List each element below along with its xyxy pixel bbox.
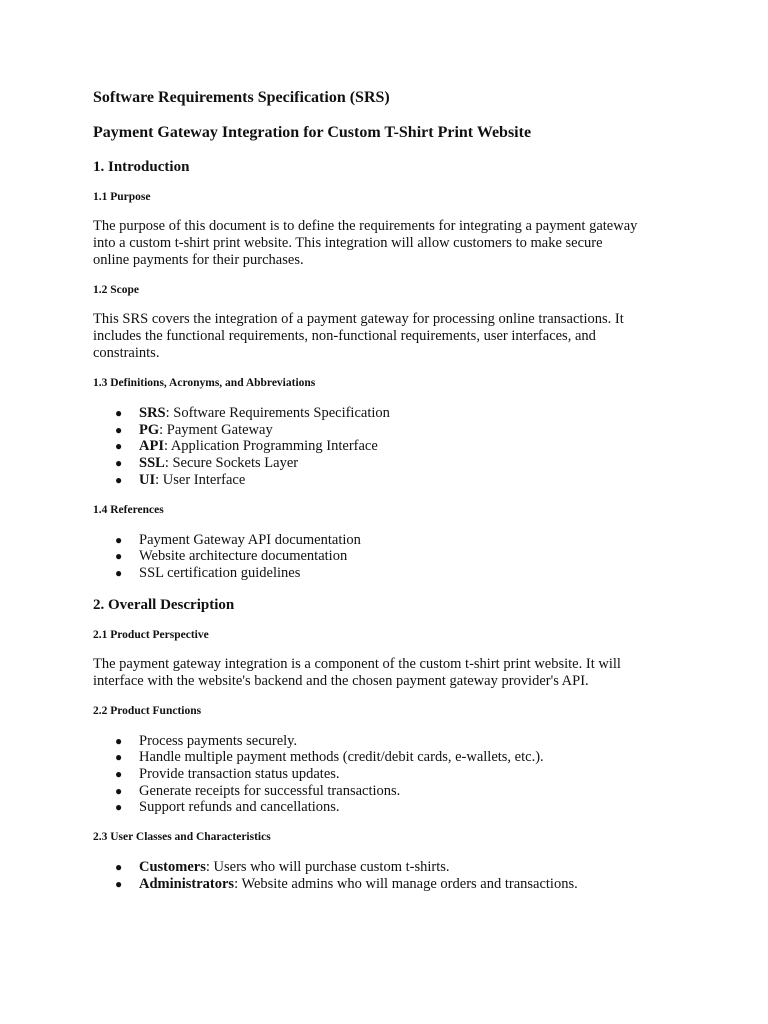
product-perspective-paragraph	[93, 656, 693, 690]
bullet-icon: ●	[115, 767, 123, 782]
paragraph-line: online payments for their purchases.	[93, 252, 304, 268]
list-item: ● Customers: Users who will purchase custom t-shirts.	[115, 859, 450, 876]
bullet-icon: ●	[115, 860, 123, 875]
subsection-heading-references: 1.4 References	[93, 503, 164, 516]
list-item: ● SSL certification guidelines	[115, 564, 301, 581]
list-item: ● SRS: Software Requirements Specification	[115, 405, 390, 421]
section-heading-introduction: 1. Introduction	[93, 159, 190, 175]
purpose-paragraph	[93, 218, 693, 269]
list-item: ● Provide transaction status updates.	[115, 766, 340, 783]
list-item: ● Website architecture documentation	[115, 548, 348, 565]
list-item: ● SSL: Secure Sockets Layer	[115, 455, 299, 472]
list-item: ● Process payments securely.	[115, 732, 298, 749]
bullet-icon: ●	[115, 876, 123, 891]
bullet-icon: ●	[115, 800, 123, 815]
document-title: Software Requirements Specification (SRS)	[93, 89, 390, 106]
subsection-heading-definitions: 1.3 Definitions, Acronyms, and Abbreviations	[93, 377, 316, 389]
bullet-icon: ●	[115, 472, 123, 487]
subsection-heading-purpose: 1.1 Purpose	[93, 191, 151, 203]
list-item: ● API: Application Programming Interface	[115, 438, 378, 455]
list-item: ● Payment Gateway API documentation	[115, 531, 361, 548]
subsection-heading-scope: 1.2 Scope	[93, 284, 139, 296]
list-item: ● PG: Payment Gateway	[115, 421, 273, 438]
subsection-heading-product-perspective: 2.1 Product Perspective	[93, 628, 209, 641]
bullet-icon: ●	[115, 422, 123, 437]
paragraph-line: The payment gateway integration is a component of the custom t-shirt print website. It will	[93, 655, 621, 672]
paragraph-line: This SRS covers the integration of a payment gateway for processing online transactions. It	[93, 311, 624, 327]
section-heading-overall-description: 2. Overall Description	[93, 596, 235, 613]
paragraph-line: includes the functional requirements, non-functional requirements, user interfaces, and	[93, 328, 596, 344]
bullet-icon: ●	[115, 406, 123, 420]
bullet-icon: ●	[115, 565, 123, 580]
document-subtitle: Payment Gateway Integration for Custom T-Shirt Print Website	[93, 124, 532, 141]
bullet-icon: ●	[115, 549, 123, 564]
scope-paragraph	[93, 311, 693, 362]
list-item: ● Handle multiple payment methods (credit/debit cards, e-wallets, etc.).	[115, 749, 544, 766]
definitions-list	[93, 405, 693, 489]
bullet-icon: ●	[115, 783, 123, 798]
paragraph-line: interface with the website's backend and the chosen payment gateway provider's API.	[93, 672, 589, 689]
bullet-icon: ●	[115, 456, 123, 471]
paragraph-line: constraints.	[93, 345, 160, 361]
bullet-icon: ●	[115, 439, 123, 454]
list-item: ● Administrators: Website admins who will manage orders and transactions.	[115, 875, 578, 892]
paragraph-line: into a custom t-shirt print website. This integration will allow customers to make secure	[93, 235, 603, 251]
references-list	[93, 532, 693, 582]
subsection-heading-product-functions: 2.2 Product Functions	[93, 704, 202, 717]
product-functions-list	[93, 733, 693, 817]
paragraph-line: The purpose of this document is to define the requirements for integrating a payment gateway	[93, 218, 638, 234]
document-page	[93, 86, 693, 893]
list-item: ● Generate receipts for successful transactions.	[115, 782, 401, 799]
bullet-icon: ●	[115, 733, 123, 748]
subsection-heading-user-classes: 2.3 User Classes and Characteristics	[93, 831, 271, 844]
list-item: ● UI: User Interface	[115, 471, 246, 488]
bullet-icon: ●	[115, 750, 123, 765]
list-item: ● Support refunds and cancellations.	[115, 799, 340, 816]
user-classes-list	[93, 859, 693, 892]
bullet-icon: ●	[115, 532, 123, 547]
